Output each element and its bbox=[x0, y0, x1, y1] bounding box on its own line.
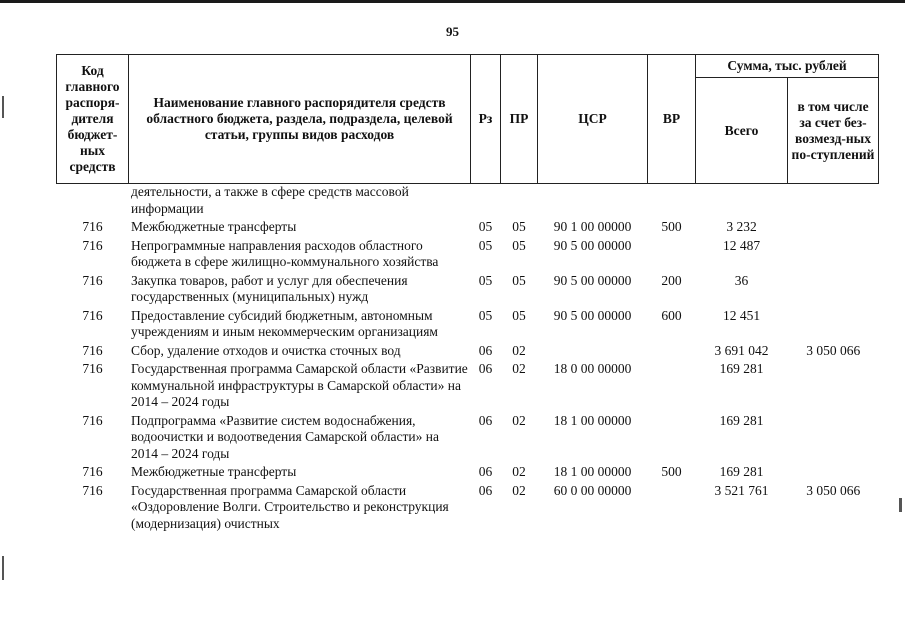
header-total: Всего bbox=[696, 78, 788, 184]
table-header bbox=[57, 55, 879, 184]
cell-name: Государственная программа Самарской области «Оздоровление Волги. Строительство и реконструкция (модернизация) очистных bbox=[131, 482, 449, 531]
cell-code bbox=[57, 184, 129, 220]
cell-rz: 06 bbox=[478, 361, 493, 376]
cell-total: 12 487 bbox=[722, 237, 761, 253]
cell-name: Предоставление субсидий бюджетным, автономным учреждениям и иным некоммерческим организациям bbox=[131, 307, 438, 339]
header-pr: ПР bbox=[501, 55, 538, 184]
table-row bbox=[57, 184, 879, 220]
header-free: в том числе за счет без-возмезд-ных по-ступлений bbox=[788, 78, 879, 184]
cell-rz: 06 bbox=[478, 464, 493, 479]
cell-vr: 500 bbox=[661, 219, 682, 234]
cell-csr: 90 5 00 00000 bbox=[553, 307, 632, 323]
cell-pr: 02 bbox=[512, 342, 526, 358]
cell-code: 716 bbox=[82, 272, 103, 288]
cell-total: 169 281 bbox=[719, 361, 764, 376]
table-row bbox=[57, 308, 879, 343]
table-row bbox=[57, 343, 879, 362]
cell-free bbox=[788, 308, 879, 343]
cell-pr: 05 bbox=[512, 237, 526, 253]
cell-rz: 05 bbox=[478, 307, 493, 323]
cell-total: 3 691 042 bbox=[714, 342, 769, 358]
cell-vr bbox=[648, 361, 696, 413]
cell-csr bbox=[538, 184, 648, 220]
cell-rz: 05 bbox=[478, 272, 493, 288]
cell-code: 716 bbox=[82, 482, 103, 498]
budget-table bbox=[56, 54, 879, 534]
cell-vr bbox=[648, 184, 696, 220]
cell-csr: 18 0 00 00000 bbox=[553, 361, 632, 376]
page-number: 95 bbox=[446, 24, 459, 39]
cell-name: Закупка товаров, работ и услуг для обеспечения государственных (муниципальных) нужд bbox=[131, 272, 408, 304]
cell-code: 716 bbox=[82, 412, 103, 428]
cell-pr: 02 bbox=[512, 464, 526, 479]
cell-pr bbox=[501, 184, 538, 220]
cell-code: 716 bbox=[82, 307, 103, 323]
header-csr: ЦСР bbox=[538, 55, 648, 184]
cell-code: 716 bbox=[82, 219, 103, 234]
cell-free bbox=[788, 219, 879, 238]
cell-pr: 05 bbox=[512, 272, 526, 288]
cell-vr bbox=[648, 238, 696, 273]
cell-name: Межбюджетные трансферты bbox=[131, 219, 297, 234]
scan-artifact bbox=[2, 96, 4, 118]
cell-vr: 600 bbox=[661, 307, 682, 323]
table-row bbox=[57, 238, 879, 273]
cell-pr: 02 bbox=[512, 412, 526, 428]
cell-name: Подпрограмма «Развитие систем водоснабжения, водоочистки и водоотведения Самарской области» на 2014 – 2024 годы bbox=[131, 412, 439, 461]
table-row bbox=[57, 273, 879, 308]
cell-free bbox=[788, 184, 879, 220]
cell-pr: 05 bbox=[512, 219, 526, 234]
cell-name: Межбюджетные трансферты bbox=[131, 464, 297, 479]
cell-rz: 06 bbox=[478, 342, 493, 358]
cell-name: деятельности, а также в сфере средств массовой информации bbox=[131, 184, 409, 216]
cell-total: 12 451 bbox=[722, 307, 761, 323]
cell-free bbox=[788, 413, 879, 465]
cell-free bbox=[788, 464, 879, 483]
cell-rz: 06 bbox=[478, 412, 493, 428]
cell-vr bbox=[648, 413, 696, 465]
cell-vr: 500 bbox=[661, 464, 682, 479]
cell-csr: 90 1 00 00000 bbox=[553, 219, 632, 234]
cell-vr bbox=[648, 483, 696, 535]
cell-name: Государственная программа Самарской области «Развитие коммунальной инфраструктуры в Самарской области» на 2014 – 2024 годы bbox=[131, 361, 468, 409]
cell-name: Непрограммные направления расходов областного бюджета в сфере жилищно-коммунального хозяйства bbox=[131, 237, 439, 269]
cell-code: 716 bbox=[82, 342, 103, 358]
cell-rz: 05 bbox=[478, 237, 493, 253]
cell-rz bbox=[471, 184, 501, 220]
cell-free bbox=[788, 238, 879, 273]
cell-csr: 18 1 00 00000 bbox=[553, 464, 632, 479]
cell-pr: 02 bbox=[512, 361, 526, 376]
cell-total: 3 232 bbox=[726, 219, 757, 234]
scan-artifact bbox=[2, 556, 4, 580]
cell-total: 169 281 bbox=[719, 412, 764, 428]
header-code: Код главного распоря-дителя бюджет-ных средств bbox=[57, 55, 129, 184]
cell-vr bbox=[648, 343, 696, 362]
cell-name: Сбор, удаление отходов и очистка сточных вод bbox=[131, 342, 401, 358]
table-row bbox=[57, 413, 879, 465]
cell-code: 716 bbox=[82, 237, 103, 253]
cell-rz: 06 bbox=[478, 482, 493, 498]
cell-free: 3 050 066 bbox=[806, 342, 861, 358]
cell-free bbox=[788, 361, 879, 413]
cell-pr: 02 bbox=[512, 482, 526, 498]
header-rz: Рз bbox=[471, 55, 501, 184]
cell-code: 716 bbox=[82, 361, 103, 376]
table-row bbox=[57, 361, 879, 413]
cell-pr: 05 bbox=[512, 307, 526, 323]
header-sum: Сумма, тыс. рублей bbox=[696, 55, 879, 78]
table-row bbox=[57, 483, 879, 535]
cell-total: 169 281 bbox=[719, 464, 764, 479]
cell-total bbox=[696, 184, 788, 220]
cell-csr: 90 5 00 00000 bbox=[553, 272, 632, 288]
table-row bbox=[57, 219, 879, 238]
cell-rz: 05 bbox=[478, 219, 493, 234]
cell-free: 3 050 066 bbox=[806, 482, 861, 498]
table-body bbox=[57, 184, 879, 535]
cell-code: 716 bbox=[82, 464, 103, 479]
cell-total: 3 521 761 bbox=[714, 482, 769, 498]
table-row bbox=[57, 464, 879, 483]
cell-csr bbox=[538, 343, 648, 362]
cell-vr: 200 bbox=[661, 272, 682, 288]
cell-total: 36 bbox=[734, 272, 749, 288]
scan-artifact bbox=[899, 498, 902, 512]
header-name: Наименование главного распорядителя средств областного бюджета, раздела, подраздела, целевой статьи, группы видов расходов bbox=[129, 55, 471, 184]
cell-csr: 18 1 00 00000 bbox=[553, 412, 632, 428]
cell-csr: 90 5 00 00000 bbox=[553, 237, 632, 253]
cell-csr: 60 0 00 00000 bbox=[553, 482, 632, 498]
header-vr: ВР bbox=[648, 55, 696, 184]
cell-free bbox=[788, 273, 879, 308]
top-border-line bbox=[0, 0, 905, 3]
